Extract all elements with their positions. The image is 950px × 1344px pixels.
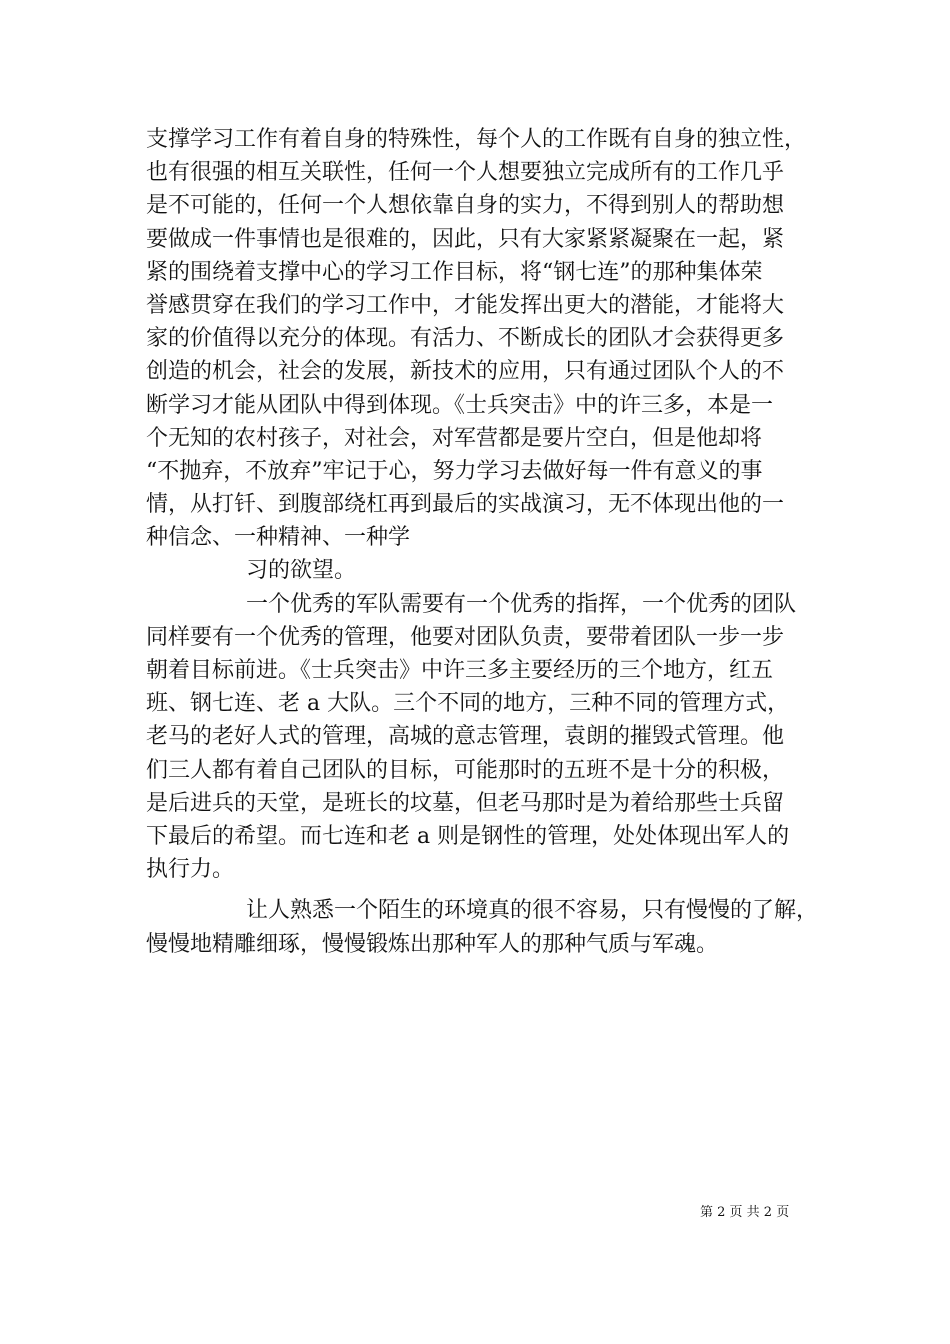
text-line: 班、钢七连、老 a 大队。三个不同的地方，三种不同的管理方式， [146,691,790,717]
text-line: 习的欲望。 [246,558,357,584]
text-line: 种信念、一种精神、一种学 [146,525,411,551]
text-line: 誉感贯穿在我们的学习工作中，才能发挥出更大的潜能，才能将大 [146,292,785,318]
paragraph-2 [146,554,810,587]
text-line: 让人熟悉一个陌生的环境真的很不容易，只有慢慢的了解， [246,898,819,924]
text-line: 紧的围绕着支撑中心的学习工作目标，将“钢七连”的那种集体荣 [146,259,763,285]
text-line: 下最后的希望。而七连和老 a 则是钢性的管理，处处体现出军人的 [146,823,790,849]
text-line: 情，从打钎、到腹部绕杠再到最后的实战演习，无不体现出他的一 [146,492,785,518]
text-line: 创造的机会，社会的发展，新技术的应用，只有通过团队个人的不 [146,359,785,385]
paragraph-3 [146,588,810,887]
paragraph-1 [146,123,810,554]
text-line: 朝着目标前进。《士兵突击》中许三多主要经历的三个地方，红五 [146,658,774,683]
text-line: 也有很强的相互关联性，任何一个人想要独立完成所有的工作几乎 [146,160,785,186]
text-line: 一个优秀的军队需要有一个优秀的指挥，一个优秀的团队 [246,591,797,617]
text-line: 是不可能的，任何一个人想依靠自身的实力，不得到别人的帮助想 [146,193,785,219]
text-line: 要做成一件事情也是很难的，因此，只有大家紧紧凝聚在一起，紧 [146,226,785,252]
text-line: 执行力。 [146,857,235,883]
text-line: 们三人都有着自己团队的目标，可能那时的五班不是十分的积极， [146,757,785,783]
text-line: “不抛弃，不放弃”牢记于心，努力学习去做好每一件有意义的事 [146,458,763,484]
page-number-footer: 第 2 页 共 2 页 [700,1205,790,1220]
text-line: 同样要有一个优秀的管理，他要对团队负责，要带着团队一步一步 [146,624,785,650]
paragraph-spacer [146,886,810,894]
text-line: 断学习才能从团队中得到体现。《士兵突击》中的许三多，本是一 [146,392,774,418]
text-line: 个无知的农村孩子，对社会，对军营都是要片空白，但是他却将 [146,425,763,451]
paragraph-4 [146,894,819,960]
text-line: 慢慢地精雕细琢，慢慢锻炼出那种军人的那种气质与军魂。 [146,931,719,957]
text-line: 家的价值得以充分的体现。有活力、不断成长的团队才会获得更多 [146,326,785,352]
text-line: 老马的老好人式的管理，高城的意志管理，袁朗的摧毁式管理。他 [146,724,785,750]
text-line: 是后进兵的天堂，是班长的坟墓，但老马那时是为着给那些士兵留 [146,790,785,816]
body-text [146,123,819,961]
text-line: 支撑学习工作有着自身的特殊性，每个人的工作既有自身的独立性， [146,127,807,152]
